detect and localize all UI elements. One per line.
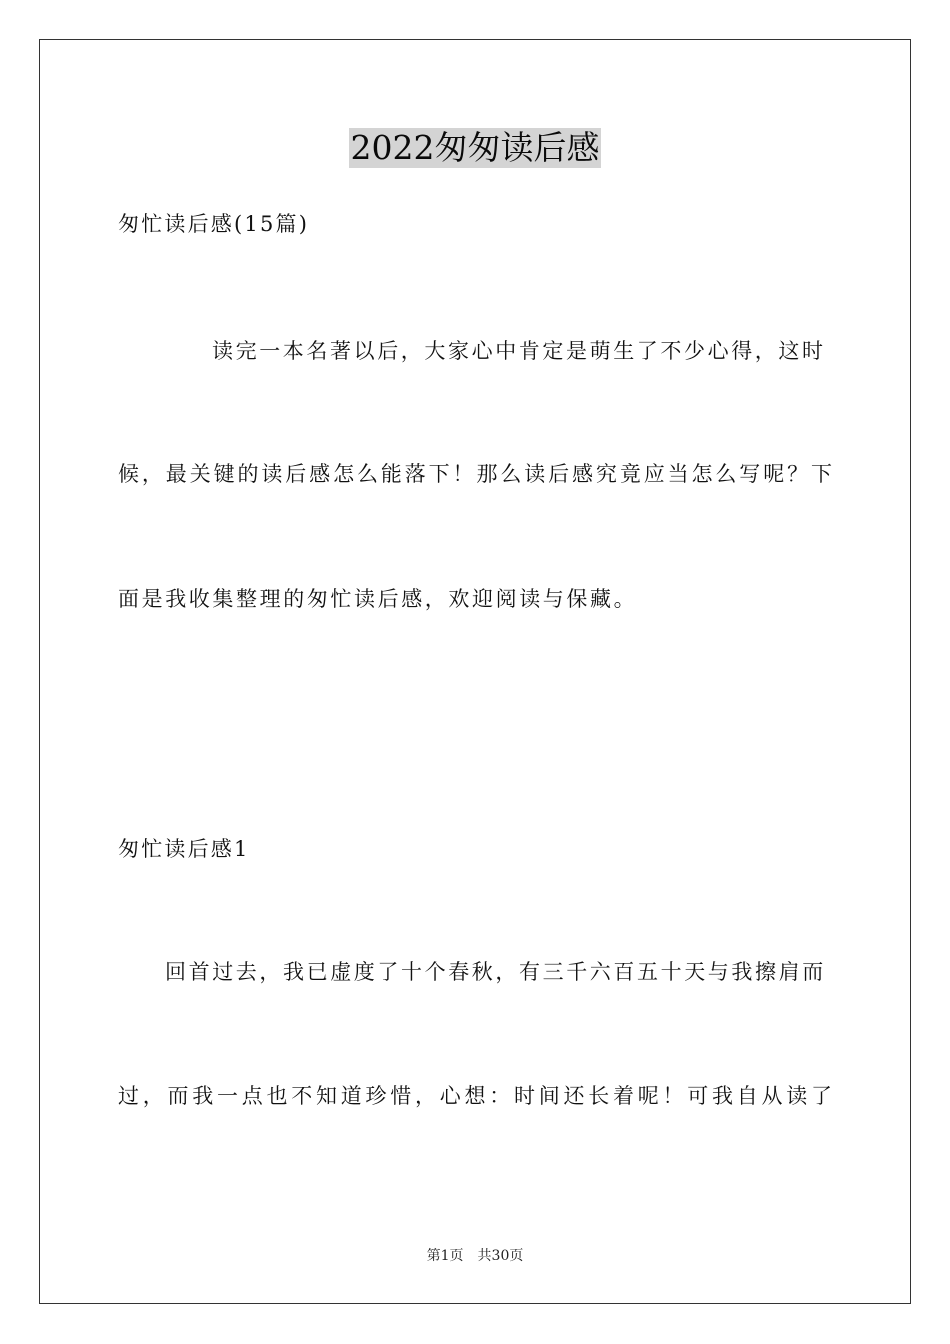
section-heading: 匆忙读后感1: [118, 837, 250, 861]
intro-paragraph-line-2: 候，最关键的读后感怎么能落下！那么读后感究竟应当怎么写呢？下: [118, 462, 832, 486]
body-paragraph-line-2: 过，而我一点也不知道珍惜，心想：时间还长着呢！可我自从读了: [118, 1084, 832, 1108]
document-title: 2022匆匆读后感: [350, 128, 600, 167]
body-paragraph-line-1: 回首过去，我已虚度了十个春秋，有三千六百五十天与我擦肩而: [165, 960, 826, 984]
title-container: [0, 128, 950, 168]
intro-paragraph-line-1: 读完一本名著以后，大家心中肯定是萌生了不少心得，这时: [212, 339, 826, 363]
intro-paragraph-line-3: 面是我收集整理的匆忙读后感，欢迎阅读与保藏。: [118, 587, 638, 611]
document-subtitle: 匆忙读后感(15篇): [118, 212, 310, 236]
page-number-footer: 第1页 共30页: [426, 1248, 524, 1264]
